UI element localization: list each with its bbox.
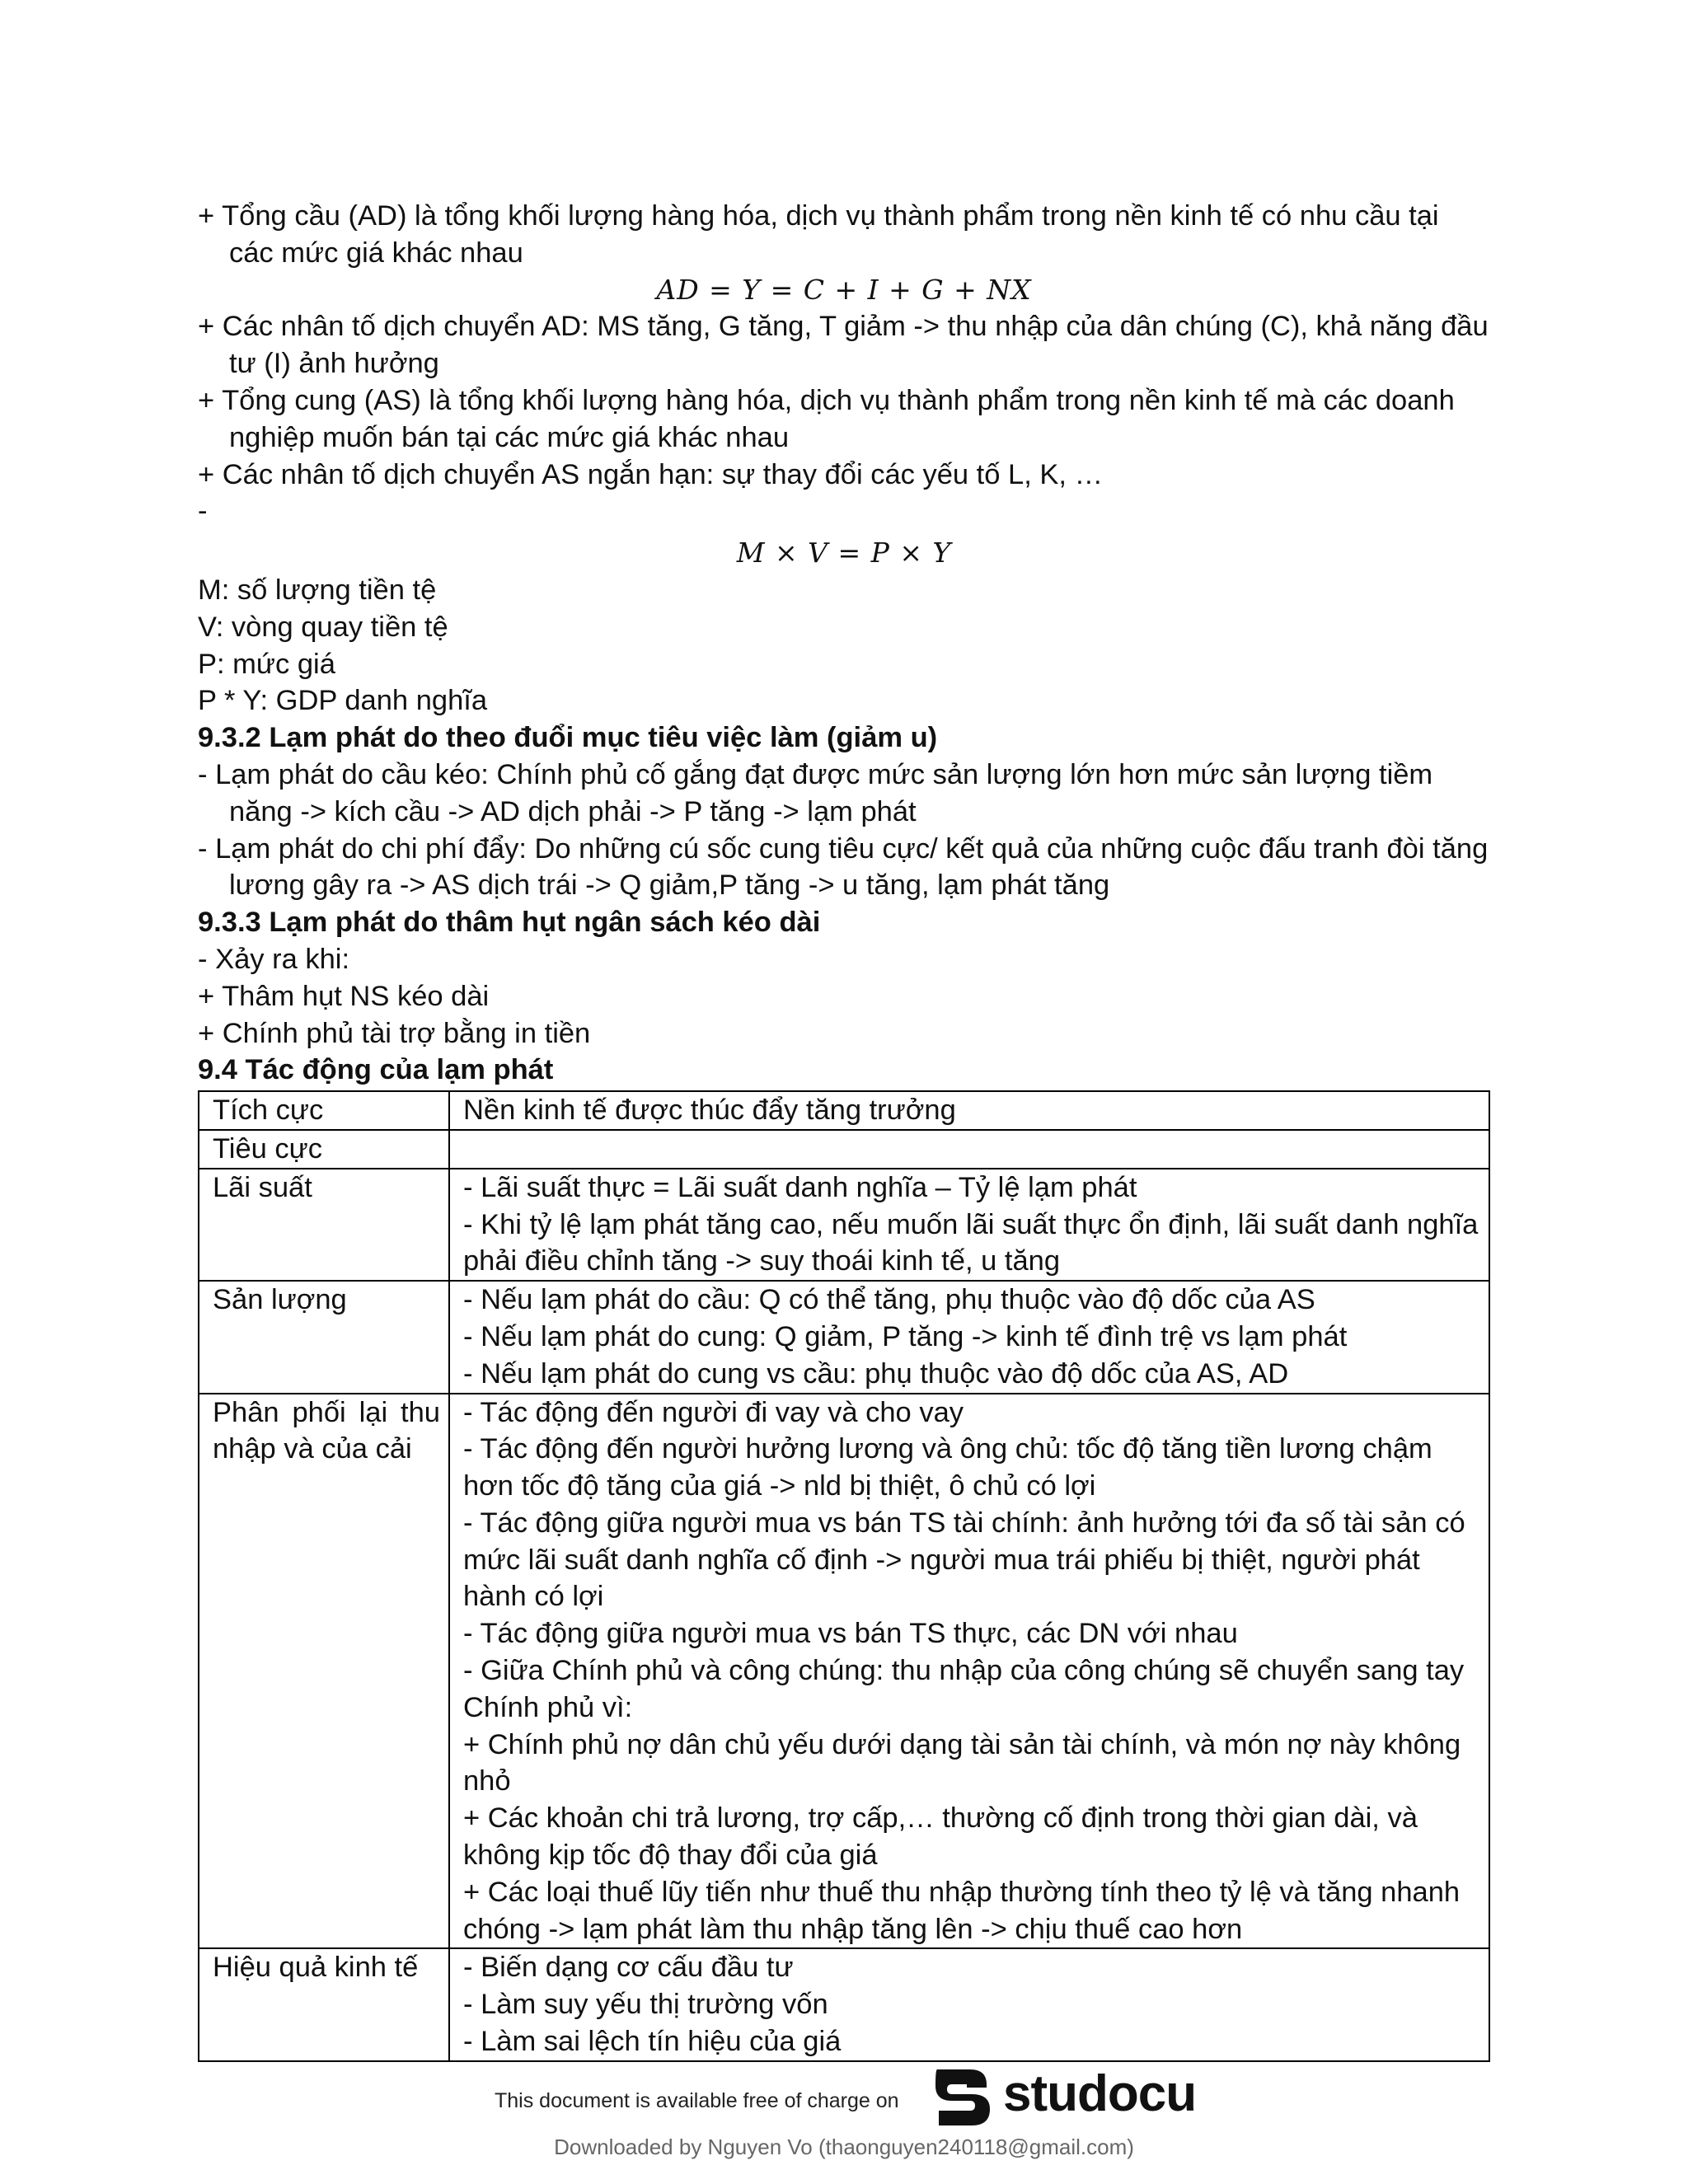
paragraph-demand-pull: - Lạm phát do cầu kéo: Chính phủ cố gắng đạt được mức sản lượng lớn hơn mức sản lượng tiềm năng -> kích cầu -> AD dịch phải -> P tăng -> lạm phát — [198, 758, 1433, 827]
cell-line: - Tác động đến người đi vay và cho vay — [463, 1396, 964, 1428]
cell-line: - Lãi suất thực = Lãi suất danh nghĩa – Tỷ lệ lạm phát — [463, 1171, 1137, 1203]
row-label: Phân phối lại thu nhập và của cải — [199, 1394, 449, 1949]
cell-line — [463, 1131, 1480, 1168]
row-label: Lãi suất — [199, 1169, 449, 1281]
list-item: + Thâm hụt NS kéo dài — [198, 980, 490, 1012]
cell-line: + Các khoản chi trả lương, trợ cấp,… thường cố định trong thời gian dài, và không kịp tốc độ thay đổi của giá — [463, 1802, 1418, 1872]
paragraph-aggregate-demand: + Tổng cầu (AD) là tổng khối lượng hàng hóa, dịch vụ thành phẩm trong nền kinh tế có nhu cầu tại các mức giá khác nhau — [198, 200, 1439, 269]
row-content — [449, 1130, 1489, 1169]
table-row — [199, 1394, 1489, 1949]
cell-line: - Nếu lạm phát do cung vs cầu: phụ thuộc vào độ dốc của AS, AD — [463, 1357, 1289, 1390]
paragraph-ad-shifters: + Các nhân tố dịch chuyển AD: MS tăng, G tăng, T giảm -> thu nhập của dân chúng (C), khả năng đầu tư (I) ảnh hưởng — [198, 311, 1489, 380]
cell-line: - Nếu lạm phát do cầu: Q có thể tăng, phụ thuộc vào độ dốc của AS — [463, 1284, 1315, 1316]
row-content — [449, 1281, 1489, 1393]
table-row — [199, 1130, 1489, 1169]
cell-line: - Tác động đến người hưởng lương và ông chủ: tốc độ tăng tiền lương chậm hơn tốc độ tăng của giá -> nld bị thiệt, ô chủ có lợi — [463, 1433, 1432, 1502]
equation-ad: AD = Y = C + I + G + NX — [656, 273, 1032, 306]
definition-v: V: vòng quay tiền tệ — [198, 611, 448, 643]
cell-line: - Làm suy yếu thị trường vốn — [463, 1989, 828, 2021]
cell-line: - Khi tỷ lệ lạm phát tăng cao, nếu muốn lãi suất thực ổn định, lãi suất danh nghĩa phải điều chỉnh tăng -> suy thoái kinh tế, u tăng — [463, 1208, 1479, 1277]
row-content — [449, 1948, 1489, 2060]
list-item: - Xảy ra khi: — [198, 943, 350, 975]
studocu-wordmark: studocu — [1003, 2065, 1197, 2122]
cell-line: - Giữa Chính phủ và công chúng: thu nhập của công chúng sẽ chuyển sang tay Chính phủ vì: — [463, 1655, 1465, 1723]
download-note: Downloaded by Nguyen Vo (thaonguyen240118@gmail.com) — [554, 2135, 1134, 2159]
equation-quantity-theory: M × V = P × Y — [736, 537, 952, 569]
cell-line: - Biến dạng cơ cấu đầu tư — [463, 1952, 794, 1984]
table-row — [199, 1281, 1489, 1393]
paragraph-as-shifters: + Các nhân tố dịch chuyển AS ngắn hạn: sự thay đổi các yếu tố L, K, … — [198, 458, 1104, 490]
heading-94: 9.4 Tác động của lạm phát — [198, 1054, 554, 1086]
row-label: Tiêu cực — [199, 1130, 449, 1169]
definition-m: M: số lượng tiền tệ — [198, 574, 437, 606]
paragraph-aggregate-supply: + Tổng cung (AS) là tổng khối lượng hàng hóa, dịch vụ thành phẩm trong nền kinh tế mà các doanh nghiệp muốn bán tại các mức giá khác nhau — [198, 384, 1455, 453]
definition-p: P: mức giá — [198, 648, 335, 680]
cell-line: - Tác động giữa người mua vs bán TS thực, các DN với nhau — [463, 1618, 1238, 1650]
row-label: Tích cực — [199, 1091, 449, 1130]
availability-note: This document is available free of charge on — [495, 2089, 899, 2112]
list-item: + Chính phủ tài trợ bằng in tiền — [198, 1017, 591, 1049]
cell-line: - Nếu lạm phát do cung: Q giảm, P tăng -> kinh tế đình trệ vs lạm phát — [463, 1320, 1348, 1352]
dash-line: - — [198, 495, 208, 527]
cell-line: + Các loại thuế lũy tiến như thuế thu nhập thường tính theo tỷ lệ và tăng nhanh chóng -> lạm phát làm thu nhập tăng lên -> chịu thuế cao hơn — [463, 1876, 1461, 1945]
definition-py: P * Y: GDP danh nghĩa — [198, 685, 488, 717]
cell-line: - Làm sai lệch tín hiệu của giá — [463, 2026, 842, 2058]
table-row — [199, 1091, 1489, 1130]
row-label: Sản lượng — [199, 1281, 449, 1393]
impact-table — [198, 1090, 1490, 2062]
table-row — [199, 1948, 1489, 2060]
row-content — [449, 1169, 1489, 1281]
studocu-logo[interactable] — [927, 2063, 1207, 2129]
table-row — [199, 1169, 1489, 1281]
heading-933: 9.3.3 Lạm phát do thâm hụt ngân sách kéo dài — [198, 907, 821, 939]
document-body — [198, 198, 1490, 2062]
cell-line: + Chính phủ nợ dân chủ yếu dưới dạng tài sản tài chính, và món nợ này không nhỏ — [463, 1728, 1461, 1797]
paragraph-cost-push: - Lạm phát do chi phí đẩy: Do những cú sốc cung tiêu cực/ kết quả của những cuộc đấu tranh đòi tăng lương gây ra -> AS dịch trái -> Q giảm,P tăng -> u tăng, lạm phát tăng — [198, 832, 1489, 902]
heading-932: 9.3.2 Lạm phát do theo đuổi mục tiêu việc làm (giảm u) — [198, 722, 938, 754]
row-content — [449, 1091, 1489, 1130]
cell-line: Nền kinh tế được thúc đẩy tăng trưởng — [463, 1094, 956, 1127]
cell-line: - Tác động giữa người mua vs bán TS tài chính: ảnh hưởng tới đa số tài sản có mức lãi suất danh nghĩa cố định -> người mua trái phiếu bị thiệt, người phát hành có lợi — [463, 1507, 1465, 1613]
row-label: Hiệu quả kinh tế — [199, 1948, 449, 2060]
studocu-mark-icon — [927, 2063, 996, 2129]
row-content — [449, 1394, 1489, 1949]
